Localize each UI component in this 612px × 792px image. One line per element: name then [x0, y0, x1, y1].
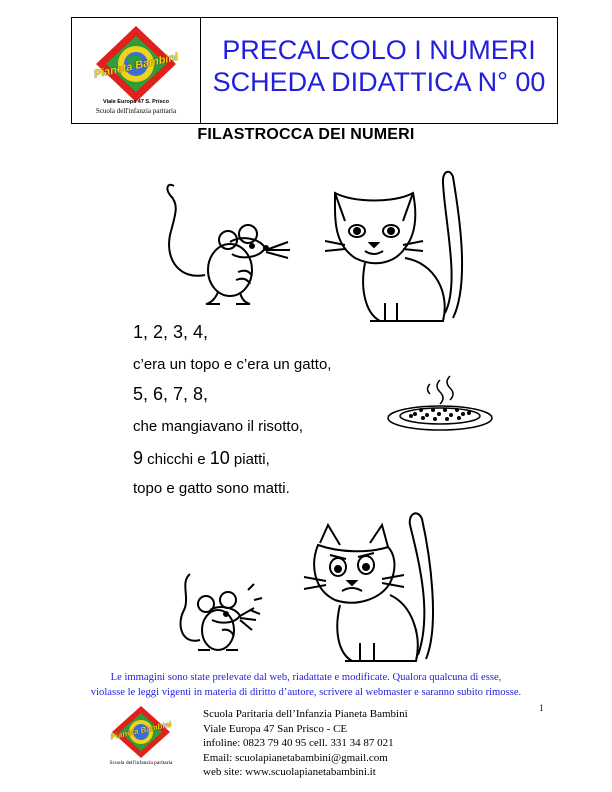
footer-school-name: Scuola Paritaria dell’Infanzia Pianeta Bambini [203, 708, 408, 720]
footer-logo [96, 704, 186, 772]
scared-mouse-drawing [170, 570, 270, 665]
poem-line-5 [133, 448, 270, 469]
risotto-plate-drawing [385, 370, 500, 440]
footer-logo-brand: Pianeta Bambini [109, 719, 173, 742]
page-title [201, 34, 557, 98]
title-line-2: SCHEDA DIDATTICA N° 00 [212, 67, 546, 97]
poem-line-4: che mangiavano il risotto, [133, 418, 304, 435]
title-line-1: PRECALCOLO I NUMERI [222, 35, 536, 65]
footer-email[interactable]: Email: scuolapianetabambini@gmail.com [203, 751, 388, 764]
poem-line-5-mid: chicchi e [143, 451, 210, 468]
poem-line-3: 5, 6, 7, 8, [133, 384, 209, 404]
number-nine: 9 [133, 448, 144, 468]
copyright-disclaimer [0, 670, 612, 700]
poem-line-5-end: piatti, [229, 451, 270, 468]
page-number: 1 [539, 703, 544, 713]
logo-tagline: Scuola dell'infanzia paritaria [95, 107, 177, 115]
poem-title: FILASTROCCA DEI NUMERI [197, 126, 415, 143]
footer-logo-tagline: Scuola dell'infanzia paritaria [109, 760, 173, 766]
disclaimer-line-1: Le immagini sono state prelevate dal web, riadattate e modificate. Qualora qualcuna di esse, [110, 672, 502, 683]
poem-line-6: topo e gatto sono matti. [133, 480, 290, 497]
footer-phone: infoline: 0823 79 40 95 cell. 331 34 87 021 [203, 737, 394, 749]
cat-drawing [325, 163, 475, 328]
footer-address: Viale Europa 47 San Prisco - CE [203, 722, 348, 735]
poem-line-1: 1, 2, 3, 4, [133, 322, 209, 342]
header-box [71, 17, 558, 124]
number-ten: 10 [209, 448, 230, 468]
mouse-drawing [160, 180, 300, 310]
disclaimer-line-2: violasse le leggi vigenti in materia di diritto d’autore, scrivere al webmaster e saranno subito rimosse. [90, 687, 522, 698]
school-logo [76, 24, 196, 119]
poem-line-2: c’era un topo e c’era un gatto, [133, 356, 332, 373]
footer-website[interactable]: web site: www.scuolapianetabambini.it [203, 766, 376, 778]
logo-address: Viale Europa 47 S. Prisco [103, 99, 169, 105]
logo-brand: Pianeta Bambini [92, 51, 180, 81]
footer-contact [203, 707, 408, 780]
scared-cat-drawing [300, 505, 435, 665]
